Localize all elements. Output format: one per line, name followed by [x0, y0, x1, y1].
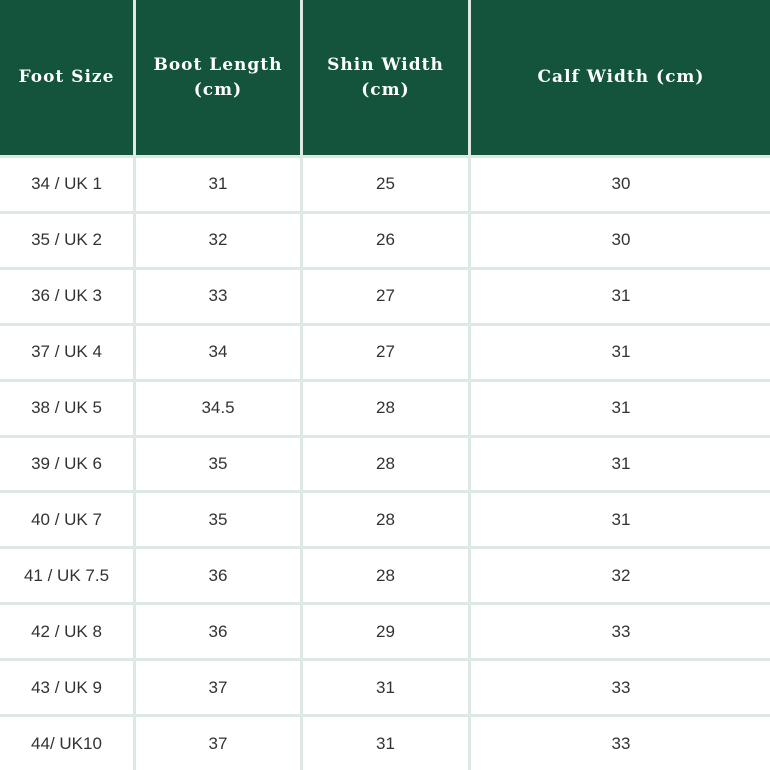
calf-width-cell: 31 [471, 326, 770, 379]
header-shin-width [303, 0, 468, 155]
header-calf-width [471, 0, 770, 155]
shin-width-cell: 25 [303, 158, 468, 211]
foot-size-cell: 41 / UK 7.5 [0, 549, 133, 602]
calf-width-cell: 33 [471, 717, 770, 770]
header-boot-length [136, 0, 300, 155]
foot-size-cell: 36 / UK 3 [0, 270, 133, 323]
boot-length-cell: 34 [136, 326, 300, 379]
shin-width-cell: 28 [303, 438, 468, 491]
foot-size-cell: 38 / UK 5 [0, 382, 133, 435]
foot-size-cell: 34 / UK 1 [0, 158, 133, 211]
header-boot-length-label: Boot Length (cm) [153, 54, 283, 100]
calf-width-cell: 30 [471, 158, 770, 211]
boot-length-cell: 36 [136, 549, 300, 602]
shin-width-cell: 28 [303, 382, 468, 435]
foot-size-cell: 39 / UK 6 [0, 438, 133, 491]
shin-width-cell: 29 [303, 605, 468, 658]
boot-length-cell: 35 [136, 493, 300, 546]
boot-length-cell: 37 [136, 661, 300, 714]
foot-size-cell: 44/ UK10 [0, 717, 133, 770]
header-foot-size-label: Foot Size [18, 67, 115, 87]
foot-size-cell: 42 / UK 8 [0, 605, 133, 658]
boot-length-cell: 37 [136, 717, 300, 770]
header-foot-size [0, 0, 133, 155]
shin-width-cell: 31 [303, 717, 468, 770]
shin-width-cell: 27 [303, 270, 468, 323]
header-shin-width-label: Shin Width (cm) [327, 54, 444, 100]
boot-length-cell: 34.5 [136, 382, 300, 435]
calf-width-cell: 31 [471, 270, 770, 323]
header-calf-width-label: Calf Width (cm) [537, 67, 705, 87]
foot-size-cell: 35 / UK 2 [0, 214, 133, 267]
shin-width-cell: 28 [303, 493, 468, 546]
calf-width-cell: 30 [471, 214, 770, 267]
shin-width-cell: 27 [303, 326, 468, 379]
boot-length-cell: 33 [136, 270, 300, 323]
calf-width-cell: 32 [471, 549, 770, 602]
boot-length-cell: 32 [136, 214, 300, 267]
calf-width-cell: 31 [471, 438, 770, 491]
shin-width-cell: 31 [303, 661, 468, 714]
foot-size-cell: 43 / UK 9 [0, 661, 133, 714]
boot-length-cell: 35 [136, 438, 300, 491]
foot-size-cell: 40 / UK 7 [0, 493, 133, 546]
boot-length-cell: 36 [136, 605, 300, 658]
calf-width-cell: 31 [471, 493, 770, 546]
boot-length-cell: 31 [136, 158, 300, 211]
foot-size-cell: 37 / UK 4 [0, 326, 133, 379]
shin-width-cell: 28 [303, 549, 468, 602]
calf-width-cell: 33 [471, 661, 770, 714]
shin-width-cell: 26 [303, 214, 468, 267]
calf-width-cell: 31 [471, 382, 770, 435]
calf-width-cell: 33 [471, 605, 770, 658]
